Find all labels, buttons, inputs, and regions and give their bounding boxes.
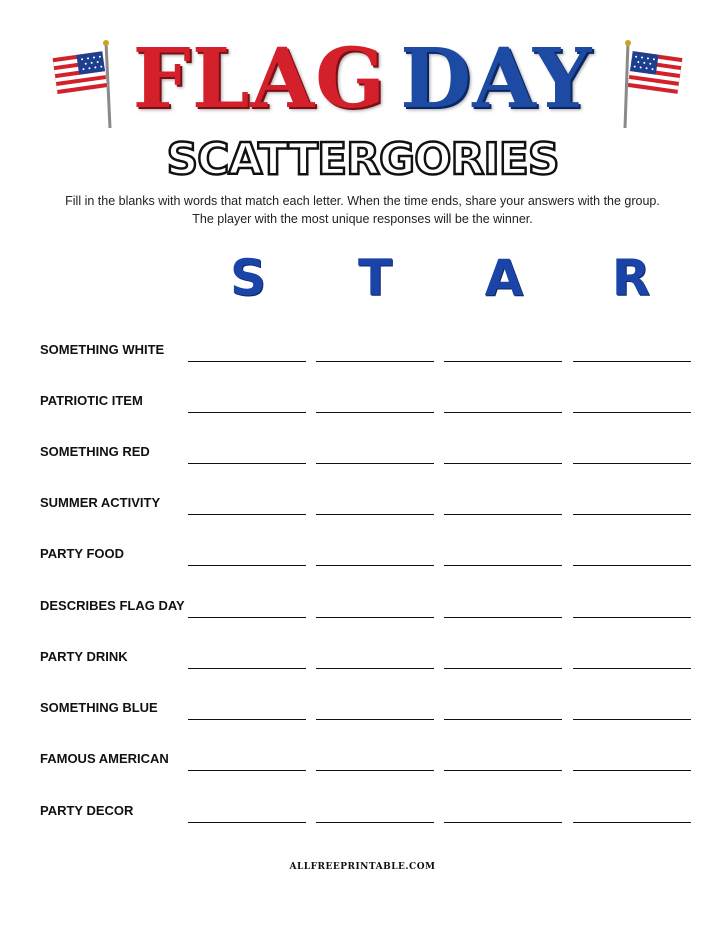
category-label: SOMETHING WHITE — [40, 342, 165, 357]
answer-blank-t[interactable] — [316, 770, 434, 771]
answer-blank-r[interactable] — [573, 822, 691, 823]
answer-blank-t[interactable] — [316, 668, 434, 669]
answer-blank-s[interactable] — [188, 668, 306, 669]
answer-blank-a[interactable] — [444, 770, 562, 771]
answer-blank-s[interactable] — [188, 719, 306, 720]
answer-blank-t[interactable] — [316, 822, 434, 823]
answer-blank-r[interactable] — [573, 770, 691, 771]
letter-s: S — [229, 249, 266, 307]
answer-blank-a[interactable] — [444, 412, 562, 413]
answer-blank-s[interactable] — [188, 412, 306, 413]
header — [0, 30, 725, 135]
category-label: SUMMER ACTIVITY — [40, 495, 161, 510]
category-label: DESCRIBES FLAG DAY — [40, 598, 185, 613]
answer-blank-s[interactable] — [188, 514, 306, 515]
answer-blank-a[interactable] — [444, 719, 562, 720]
letter-a: A — [484, 249, 524, 307]
category-row — [0, 381, 725, 421]
answer-blank-a[interactable] — [444, 565, 562, 566]
answer-blank-t[interactable] — [316, 617, 434, 618]
answer-blank-r[interactable] — [573, 617, 691, 618]
title-day: DAY — [400, 31, 593, 127]
category-label: PARTY DRINK — [40, 649, 128, 664]
category-label: PARTY DECOR — [40, 803, 134, 818]
title-flag: FLAG — [132, 31, 387, 127]
category-row — [0, 483, 725, 523]
category-row — [0, 432, 725, 472]
answer-blank-r[interactable] — [573, 565, 691, 566]
category-row — [0, 586, 725, 626]
answer-blank-s[interactable] — [188, 822, 306, 823]
category-row — [0, 637, 725, 677]
category-row — [0, 688, 725, 728]
answer-blank-t[interactable] — [316, 719, 434, 720]
answer-blank-r[interactable] — [573, 668, 691, 669]
category-label: SOMETHING RED — [40, 444, 150, 459]
subtitle: SCATTERGORIES — [166, 134, 559, 185]
answer-blank-s[interactable] — [188, 565, 306, 566]
answer-blank-t[interactable] — [316, 565, 434, 566]
answer-blank-r[interactable] — [573, 463, 691, 464]
letter-r: R — [611, 249, 651, 307]
answer-blank-s[interactable] — [188, 770, 306, 771]
answer-blank-a[interactable] — [444, 822, 562, 823]
answer-blank-a[interactable] — [444, 463, 562, 464]
answer-blank-r[interactable] — [573, 514, 691, 515]
answer-blank-a[interactable] — [444, 668, 562, 669]
category-label: PATRIOTIC ITEM — [40, 393, 143, 408]
instructions: Fill in the blanks with words that match each letter. When the time ends, share your answers with the group. The player with the most unique responses will be the winner. — [65, 194, 660, 226]
answer-blank-a[interactable] — [444, 514, 562, 515]
answer-blank-r[interactable] — [573, 719, 691, 720]
answer-blank-t[interactable] — [316, 412, 434, 413]
answer-blank-a[interactable] — [444, 361, 562, 362]
answer-blank-s[interactable] — [188, 361, 306, 362]
category-label: SOMETHING BLUE — [40, 700, 158, 715]
category-row — [0, 534, 725, 574]
letter-t: T — [357, 249, 393, 307]
answer-blank-t[interactable] — [316, 361, 434, 362]
category-row — [0, 739, 725, 779]
category-label: PARTY FOOD — [40, 546, 125, 561]
category-label: FAMOUS AMERICAN — [40, 751, 169, 766]
footer-credit: ALLFREEPRINTABLE.COM — [289, 862, 436, 872]
american-flag-icon — [616, 40, 686, 130]
answer-blank-s[interactable] — [188, 463, 306, 464]
answer-blank-t[interactable] — [316, 514, 434, 515]
answer-blank-a[interactable] — [444, 617, 562, 618]
category-row — [0, 791, 725, 831]
answer-blank-r[interactable] — [573, 412, 691, 413]
answer-blank-s[interactable] — [188, 617, 306, 618]
category-row — [0, 330, 725, 370]
answer-blank-r[interactable] — [573, 361, 691, 362]
answer-blank-t[interactable] — [316, 463, 434, 464]
